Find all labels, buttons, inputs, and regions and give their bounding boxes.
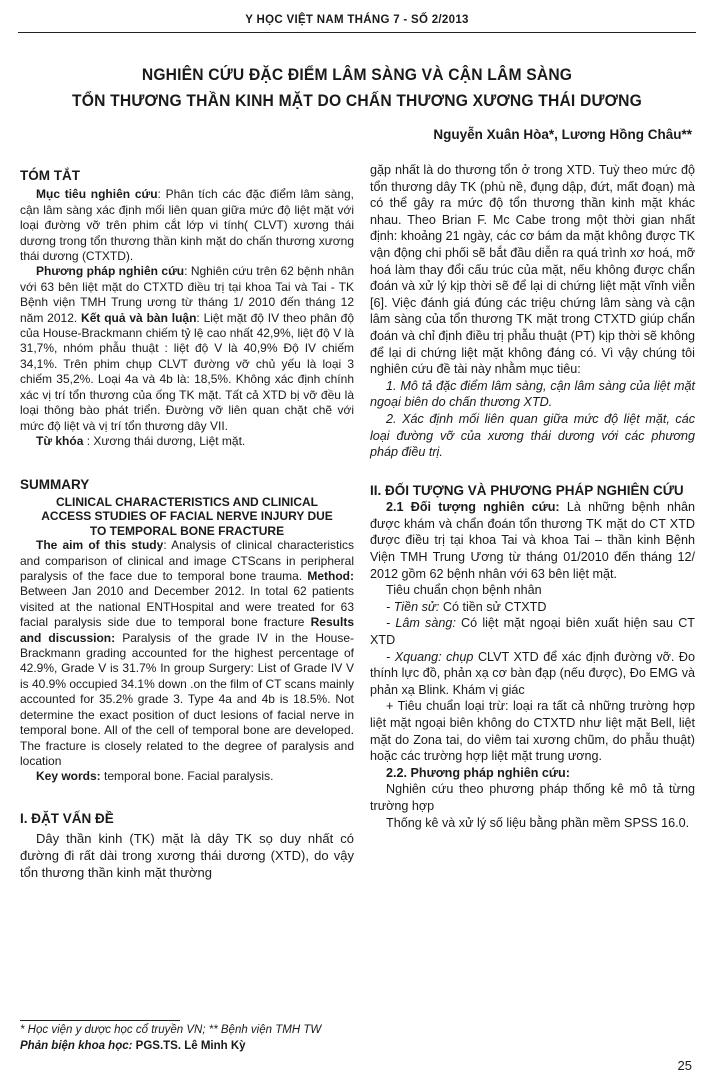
abstract-keywords: Từ khóa : Xương thái dương, Liệt mặt. xyxy=(36,433,246,448)
footnote-rule xyxy=(20,1020,180,1021)
methods-heading: II. ĐỐI TƯỢNG VÀ PHƯƠNG PHÁP NGHIÊN CỨU xyxy=(370,482,684,498)
criteria-clinical: - Lâm sàng: Có liệt mặt ngoại biên xuất hiện sau CT XTD xyxy=(370,616,695,648)
summary-keywords: Key words: temporal bone. Facial paralysis. xyxy=(36,769,274,784)
selection-criteria: Tiêu chuẩn chọn bệnh nhân xyxy=(386,583,542,598)
journal-header: Y HỌC VIỆT NAM THÁNG 7 - SỐ 2/2013 xyxy=(245,14,469,26)
criteria-xray: - Xquang: chụp CLVT XTD để xác định đường vỡ. Đo thính lực đồ, phản xạ cơ bàn đạp (nếu được), Đo EMG và phản xạ Blink. Khám vị giác xyxy=(370,649,696,697)
criteria-history: - Tiền sử: Có tiền sử CTXTD xyxy=(386,599,547,614)
method-paragraph-1: Nghiên cứu theo phương pháp thống kê mô tả từng trường hợp xyxy=(370,782,695,813)
abstract-method: Phương pháp nghiên cứu: Nghiên cứu trên 62 bệnh nhân với 63 bên liệt mặt do CTXTD điều trị tại khoa Tai và Tai - TK Bệnh viện TMH Trung ương từ tháng 1/ 2010 đến tháng 12 năm 2012. Kết quả và bàn luận: Liệt mặt độ IV theo phân độ của House-Brackmann chiếm tỷ lệ cao nhất 42,9%, liệt độ V là 31,7%, nhóm phẫu thuật : liệt độ V là 40,9% Độ IV chiếm 34,1%. Trên phim chụp CLVT đường vỡ chủ yếu là loại 3 chiếm 35,2%. Loại 4a và 4b là: 18,5%. Không xác định chính xác vị trí tổn thương của ống TK mặt. Tất cả XTD bị vỡ đều là loại thông bào phát triển. Đường vỡ liên quan chặt chẽ với mức độ liệt và vị trí tổn thương dây VII. xyxy=(20,264,355,433)
article-title xyxy=(56,62,658,114)
left-column xyxy=(20,168,354,881)
abstract-aim: Mục tiêu nghiên cứu: Phân tích các đặc điểm lâm sàng, cận lâm sàng xác định mối liên quan giữa mức độ liệt mặt với loại đường vỡ trên phim cắt lớp vi tính( CLVT) xương thái dương trong tổn thương thần kinh mặt do chấn thương xương thái dương (CTXTD). xyxy=(20,187,355,264)
subjects-paragraph: 2.1 Đối tượng nghiên cứu: Là những bệnh nhân được khám và chẩn đoán tổn thương TK mặt do CT XTD được điều trị tại khoa Tai và khoa Tai – thần kinh Bệnh Viện TMH Trung Ương từ tháng 01/2010 đến tháng 12/ 2012 gồm 62 bệnh nhân với 63 bên liệt mặt. xyxy=(370,500,695,581)
intro-heading: I. ĐẶT VẤN ĐỀ xyxy=(20,810,114,826)
summary-aim: The aim of this study: Analysis of clinical characteristics and comparison of clinical and image CTScans in peripheral paralysis of the face due to temporal bone trauma. Method: Between Jan 2010 and December 2012. In total 62 patients visited at the national ENTHospital and were treated for 63 facial paralysis side due to temporal bone fracture Results and discussion: Paralysis of the grade IV in the House-Brackmann grading accounted for the highest percentage of 42.9%, Grade V is 31.7% In group Surgery: List of Grade IV V is 40.9% occupied 34.1% down .on the film of CT scans mainly accounted for 35.2% grade 3. Type 4a and 4b is 18.5%. Not determine the exact position of duct lesions of facial nerve in temporal bone. All of the cell of temporal bone are developed. The fracture is closely related to the degree of paralysis and location xyxy=(20,538,354,768)
intro-continued: gặp nhất là do thương tổn ở trong XTD. Tuỳ theo mức độ tổn thương dây TK (phù nề, đụng dập, đứt, mất đoạn) mà có thể gây ra mức độ tổn thương thần kinh mặt khác nhau. Theo Brian F. Mc Cabe trong một thời gian nhất định: khoảng 21 ngày, các cơ bám da mặt không được TK vận động chi phối sẽ bắt đầu diễn ra quá trình xơ hoá, mỡ hoá làm thay đổi cấu trúc của mặt, nếu không được chẩn đoán và xử lý kịp thời sẽ để lại di chứng liệt mặt vĩnh viễn [6]. Việc đánh giá đúng các triệu chứng lâm sàng và cận lâm sàng của tổn thương TK mặt trong CTXTD giúp chẩn đoán và chỉ định điều trị phẫu thuật (PT) kịp thời sẽ không để lại di chứng liệt mặt không đáng có. Vì vậy chúng tôi nghiên cứu đề tài này nhằm mục tiêu: xyxy=(370,163,695,377)
page-number: 25 xyxy=(677,1058,692,1073)
summary-heading: SUMMARY xyxy=(20,477,90,493)
title-line-2: TỔN THƯƠNG THẦN KINH MẶT DO CHẤN THƯƠNG XƯƠNG THÁI DƯƠNG xyxy=(72,91,642,110)
objective-1: 1. Mô tả đặc điểm lâm sàng, cận lâm sàng của liệt mặt ngoại biên do chấn thương XTD. xyxy=(370,378,695,410)
summary-title: CLINICAL CHARACTERISTICS AND CLINICAL ACCESS STUDIES OF FACIAL NERVE INJURY DUE TO TEMPORAL BONE FRACTURE xyxy=(41,494,333,538)
right-column xyxy=(370,162,695,831)
abstract-heading: TÓM TẮT xyxy=(20,168,80,183)
footnote-reviewer: Phản biện khoa học: PGS.TS. Lê Minh Kỳ xyxy=(20,1040,246,1052)
exclusion-criteria: + Tiêu chuẩn loại trừ: loại ra tất cả những trường hợp liệt mặt ngoại biên không do CTXTD như liệt mặt Bell, liệt mặt do Zona tai, do viêm tai xương chũm, do phẫu thuật) hoặc các trường hợp liệt mặt trung ương. xyxy=(370,699,695,764)
footnote-affiliations: * Học viện y dược học cổ truyền VN; ** Bệnh viện TMH TW xyxy=(20,1024,322,1036)
intro-text: Dây thần kinh (TK) mặt là dây TK sọ duy nhất có đường đi rất dài trong xương thái dương (XTD), do vậy tổn thương thần kinh mặt thường xyxy=(20,831,354,881)
title-line-1: NGHIÊN CỨU ĐẶC ĐIỂM LÂM SÀNG VÀ CẬN LÂM SÀNG xyxy=(141,65,573,84)
method-subheading: 2.2. Phương pháp nghiên cứu: xyxy=(386,765,570,780)
objective-2: 2. Xác định mối liên quan giữa mức độ liệt mặt, các loại đường vỡ của xương thái dương với các phương pháp điều trị. xyxy=(370,411,695,460)
method-paragraph-2: Thống kê và xử lý số liệu bằng phần mềm SPSS 16.0. xyxy=(386,815,690,830)
header-rule xyxy=(18,32,696,33)
authors: Nguyễn Xuân Hòa*, Lương Hồng Châu** xyxy=(433,127,692,142)
